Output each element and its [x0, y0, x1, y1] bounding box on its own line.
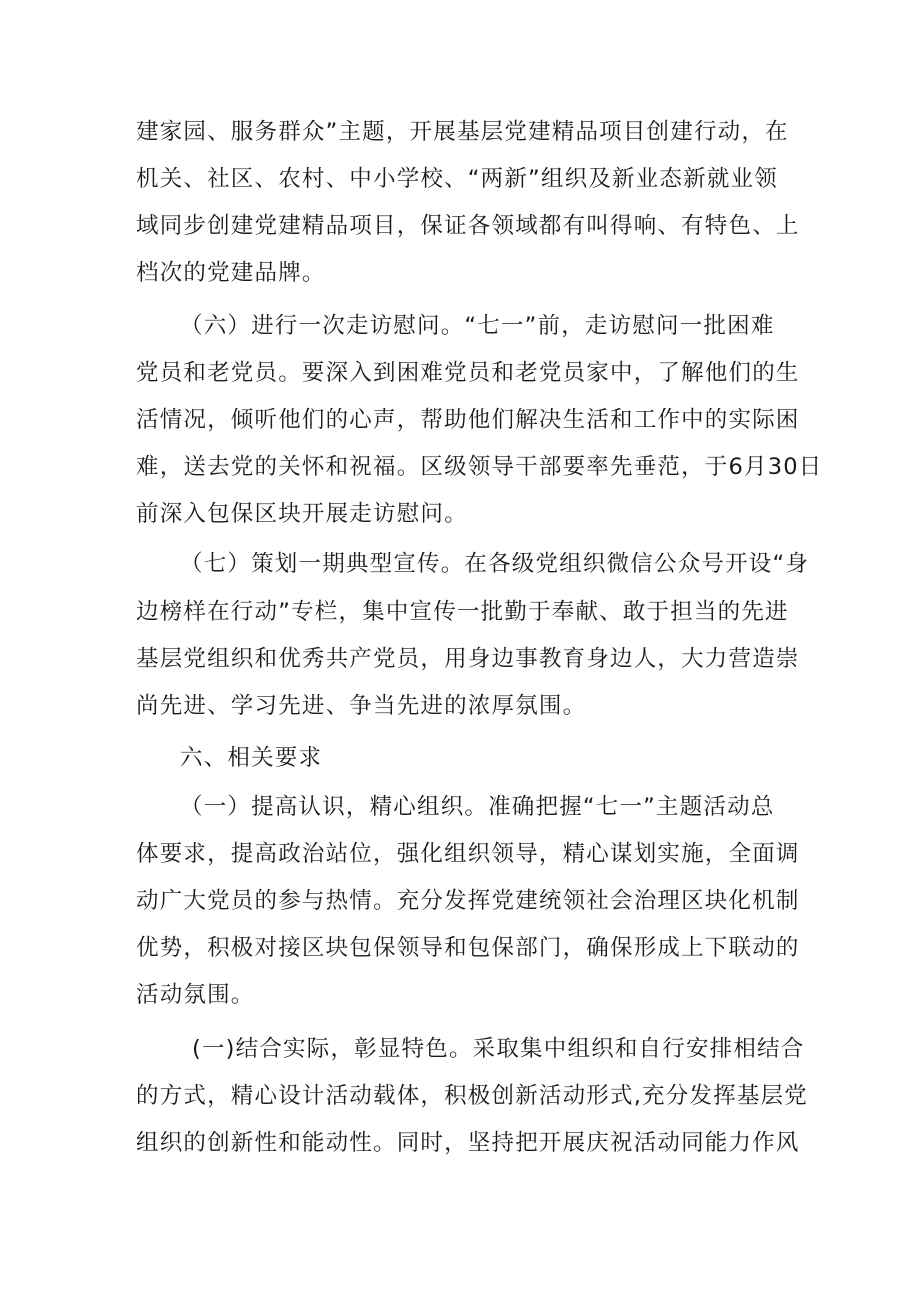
- text-line: 组织的创新性和能动性。同时，坚持把开展庆祝活动同能力作风: [136, 1130, 800, 1156]
- paragraph-heading-6: （六）进行一次走访慰问。“七一”前，走访慰问一批困难: [180, 313, 775, 339]
- text-line: 机关、社区、农村、中小学校、“两新”组织及新业态新就业领: [136, 166, 778, 192]
- text-line: 优势，积极对接区块包保领导和包保部门，确保形成上下联动的: [136, 935, 800, 961]
- text-line: 边榜样在行动”专栏，集中宣传一批勤于奉献、敢于担当的先进: [136, 599, 789, 625]
- paragraph-heading-1: （一）提高认识，精心组织。准确把握“七一”主题活动总: [180, 794, 775, 820]
- text-line: 档次的党建品牌。: [136, 260, 326, 286]
- text-line: 动广大党员的参与热情。充分发挥党建统领社会治理区块化机制: [136, 888, 800, 914]
- text-line: 党员和老党员。要深入到困难党员和老党员家中，了解他们的生: [136, 360, 800, 386]
- text-line: 的方式，精心设计活动载体，积极创新活动形式,充分发挥基层党: [136, 1083, 808, 1109]
- text-line: 活情况，倾听他们的心声，帮助他们解决生活和工作中的实际困: [136, 407, 800, 433]
- text-line: 建家园、服务群众”主题，开展基层党建精品项目创建行动，在: [136, 119, 789, 145]
- text-line: 体要求，提高政治站位，强化组织领导，精心谋划实施，全面调: [136, 841, 800, 867]
- paragraph-heading-2: (一)结合实际，彰显特色。采取集中组织和自行安排相结合: [192, 1036, 805, 1062]
- text-line: 前深入包保区块开展走访慰问。: [136, 501, 468, 527]
- text-line: 难，送去党的关怀和祝福。区级领导干部要率先垂范，于6月30日: [136, 454, 823, 480]
- section-heading: 六、相关要求: [180, 745, 323, 771]
- paragraph-heading-7: （七）策划一期典型宣传。在各级党组织微信公众号开设“身: [180, 551, 810, 577]
- text-line: 域同步创建党建精品项目，保证各领域都有叫得响、有特色、上: [136, 213, 800, 239]
- text-line: 尚先进、学习先进、争当先进的浓厚氛围。: [136, 693, 587, 719]
- text-line: 基层党组织和优秀共产党员，用身边事教育身边人，大力营造崇: [136, 646, 800, 672]
- text-line: 活动氛围。: [136, 982, 255, 1008]
